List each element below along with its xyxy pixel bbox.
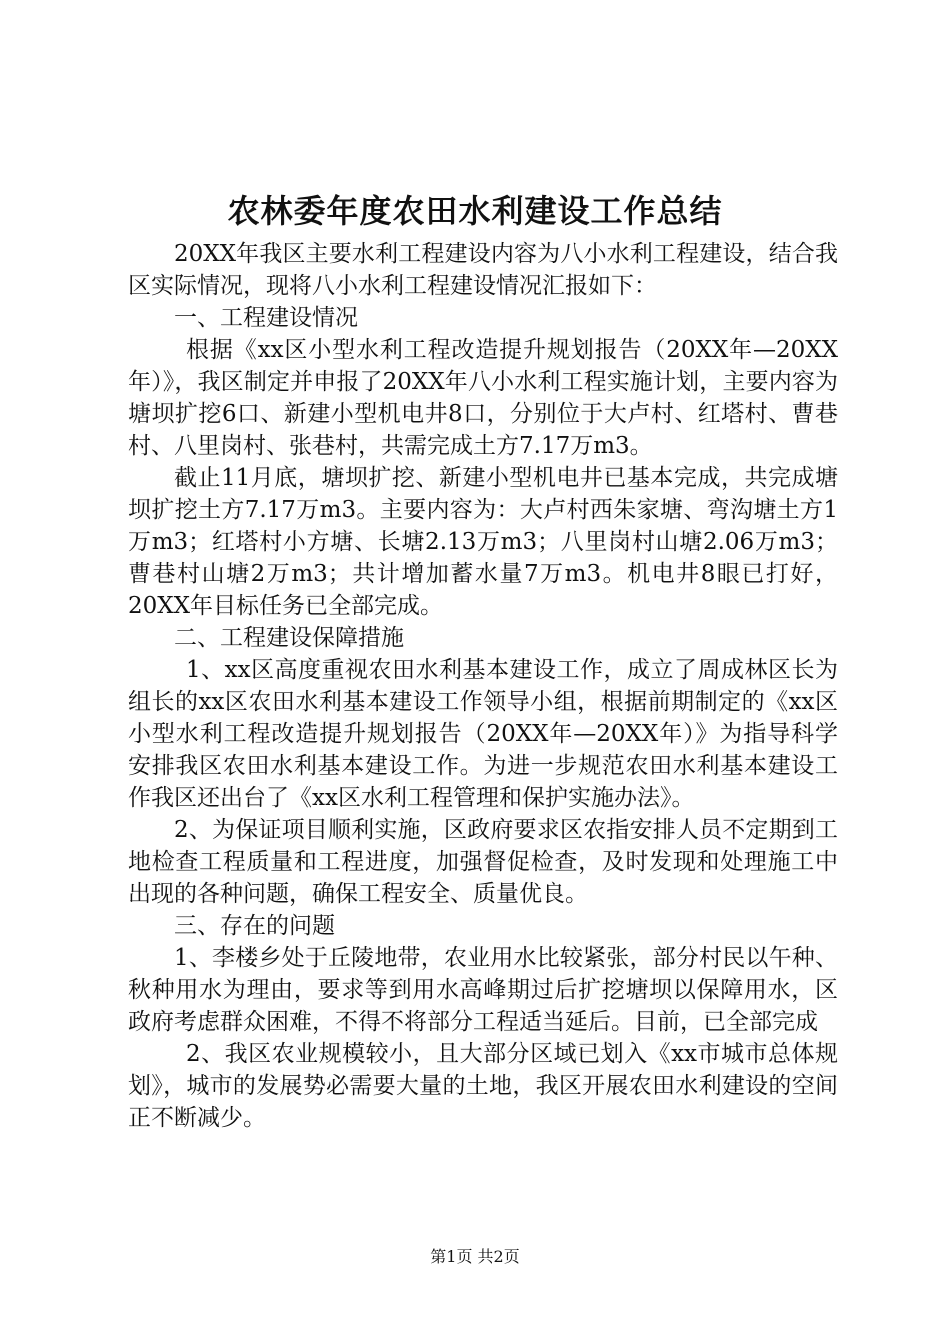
section-heading-1: 一、工程建设情况	[174, 305, 358, 331]
paragraph-4: 2、为保证项目顺利实施，区政府要求区农指安排人员不定期到工地检查工程质量和工程进度，加强督促检查，及时发现和处理施工中出现的各种问题，确保工程安全、质量优良。	[128, 817, 838, 907]
section-heading-3: 三、存在的问题	[174, 913, 335, 939]
section-heading-2: 二、工程建设保障措施	[174, 625, 404, 651]
paragraph-5: 1、李楼乡处于丘陵地带，农业用水比较紧张，部分村民以午种、秋种用水为理由，要求等到用水高峰期过后扩挖塘坝以保障用水，区政府考虑群众困难，不得不将部分工程适当延后。目前，已全部完成	[128, 945, 838, 1035]
paragraph-6: 2、我区农业规模较小，且大部分区域已划入《xx市城市总体规划》，城市的发展势必需要大量的土地，我区开展农田水利建设的空间正不断减少。	[128, 1041, 838, 1131]
paragraph-intro: 20XX年我区主要水利工程建设内容为八小水利工程建设，结合我区实际情况，现将八小水利工程建设情况汇报如下：	[128, 241, 838, 299]
paragraph-1: 根据《xx区小型水利工程改造提升规划报告（20XX年—20XX年）》，我区制定并申报了20XX年八小水利工程实施计划，主要内容为塘坝扩挖6口、新建小型机电井8口，分别位于大卢村、红塔村、曹巷村、八里岗村、张巷村，共需完成土方7.17万m3。	[128, 337, 838, 459]
document-body	[128, 238, 838, 1134]
paragraph-2: 截止11月底，塘坝扩挖、新建小型机电井已基本完成，共完成塘坝扩挖土方7.17万m3。主要内容为：大卢村西朱家塘、弯沟塘土方1万m3；红塔村小方塘、长塘2.13万m3；八里岗村山塘2.06万m3；曹巷村山塘2万m3；共计增加蓄水量7万m3。机电井8眼已打好，20XX年目标任务已全部完成。	[128, 465, 838, 619]
document-title: 农林委年度农田水利建设工作总结	[227, 192, 723, 230]
page-footer: 第1页 共2页	[430, 1247, 520, 1266]
paragraph-3: 1、xx区高度重视农田水利基本建设工作，成立了周成林区长为组长的xx区农田水利基本建设工作领导小组，根据前期制定的《xx区小型水利工程改造提升规划报告（20XX年—20XX年）》为指导科学安排我区农田水利基本建设工作。为进一步规范农田水利基本建设工作我区还出台了《xx区水利工程管理和保护实施办法》。	[128, 657, 838, 811]
